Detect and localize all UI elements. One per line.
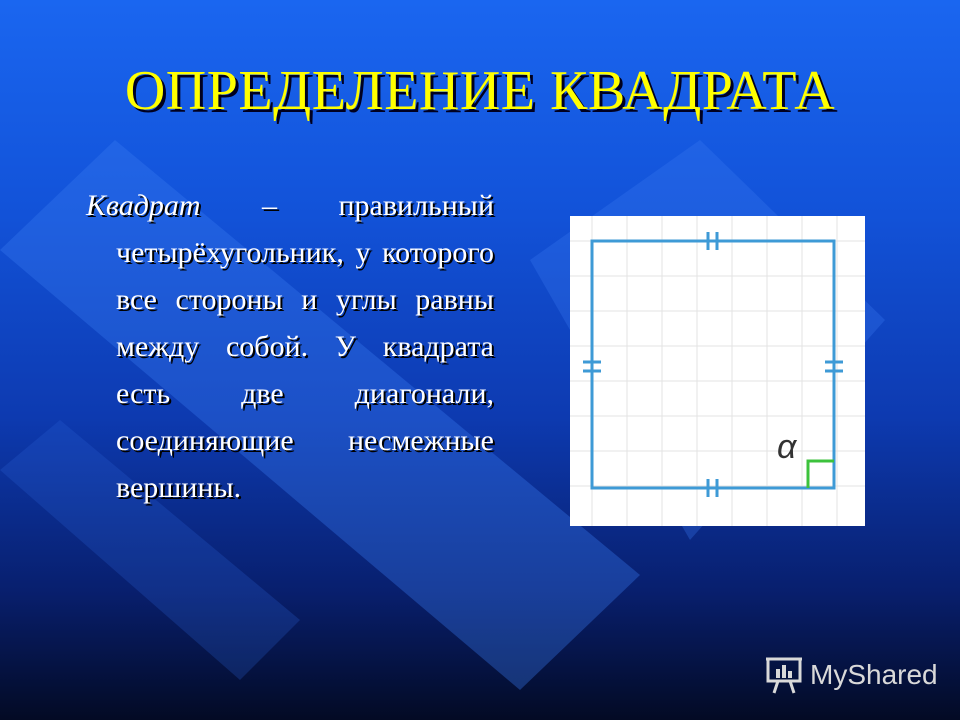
watermark-text: MyShared: [810, 659, 938, 690]
equal-side-ticks: [583, 232, 843, 497]
square-diagram: [570, 216, 865, 526]
definition-dash: –: [200, 189, 339, 222]
angle-label: α: [777, 428, 797, 466]
definition-text: [86, 182, 494, 511]
definition-term: Квадрат: [86, 189, 201, 222]
presentation-board-icon: [766, 656, 802, 694]
watermark: [766, 652, 938, 698]
slide-title: ОПРЕДЕЛЕНИЕ КВАДРАТА: [124, 60, 836, 122]
definition-body: правильный четырёхугольник, у которого все стороны и углы равны между собой. У квадрата есть две диагонали, соединяющие несмежные вершины.: [116, 189, 494, 504]
square-figure: [570, 216, 865, 526]
right-angle-mark: [808, 461, 834, 488]
